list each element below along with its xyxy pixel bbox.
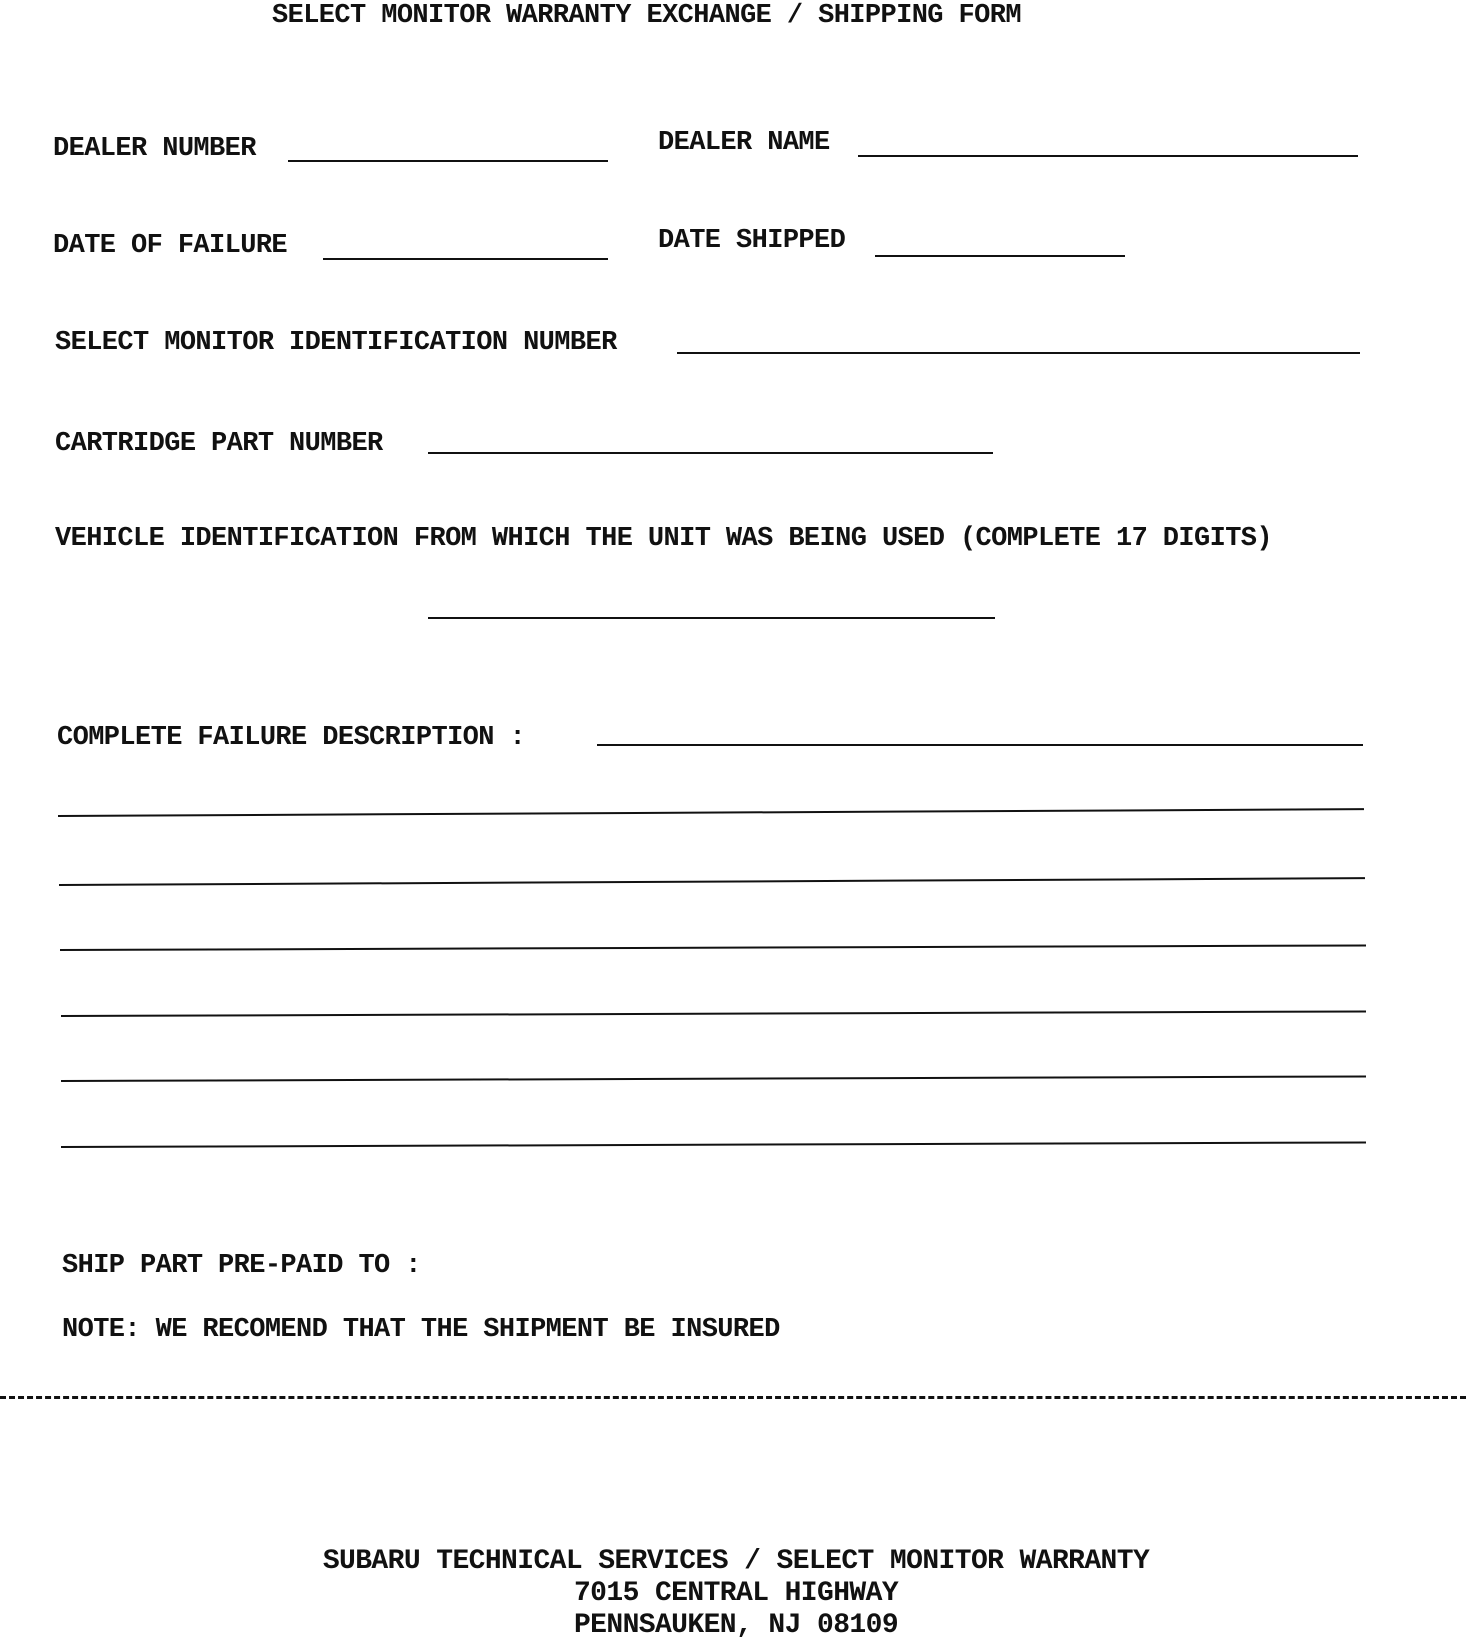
cartridge-part-number-field[interactable]	[428, 452, 993, 454]
vehicle-identification-label: VEHICLE IDENTIFICATION FROM WHICH THE UNIT WAS BEING USED (COMPLETE 17 DIGITS)	[55, 524, 1273, 554]
ship-to-label: SHIP PART PRE-PAID TO :	[62, 1251, 421, 1281]
vehicle-identification-field[interactable]	[428, 617, 995, 619]
dealer-number-field[interactable]	[288, 160, 608, 162]
date-shipped-label: DATE SHIPPED	[658, 226, 846, 256]
failure-description-line[interactable]	[59, 877, 1365, 886]
failure-description-line[interactable]	[61, 1075, 1366, 1082]
failure-description-line[interactable]	[61, 1010, 1366, 1017]
dealer-name-field[interactable]	[858, 155, 1358, 157]
address-line-2: 7015 CENTRAL HIGHWAY	[573, 1578, 899, 1609]
date-of-failure-label: DATE OF FAILURE	[53, 231, 288, 261]
monitor-id-field[interactable]	[677, 352, 1360, 354]
failure-description-line[interactable]	[60, 944, 1366, 951]
cut-line-divider	[0, 1396, 1466, 1399]
dealer-name-label: DEALER NAME	[658, 128, 830, 158]
failure-description-label: COMPLETE FAILURE DESCRIPTION :	[57, 723, 526, 753]
cartridge-part-number-label: CARTRIDGE PART NUMBER	[55, 429, 383, 459]
form-title: SELECT MONITOR WARRANTY EXCHANGE / SHIPPING FORM	[272, 1, 1021, 31]
monitor-id-label: SELECT MONITOR IDENTIFICATION NUMBER	[55, 328, 617, 358]
failure-description-line[interactable]	[58, 808, 1364, 817]
insurance-note: NOTE: WE RECOMEND THAT THE SHIPMENT BE INSURED	[62, 1315, 780, 1345]
dealer-number-label: DEALER NUMBER	[53, 134, 256, 164]
address-line-1: SUBARU TECHNICAL SERVICES / SELECT MONITOR WARRANTY	[322, 1546, 1150, 1577]
date-shipped-field[interactable]	[875, 255, 1125, 257]
failure-description-line[interactable]	[61, 1141, 1366, 1148]
date-of-failure-field[interactable]	[323, 258, 608, 260]
address-line-3: PENNSAUKEN, NJ 08109	[573, 1610, 899, 1641]
failure-description-field[interactable]	[597, 744, 1363, 746]
